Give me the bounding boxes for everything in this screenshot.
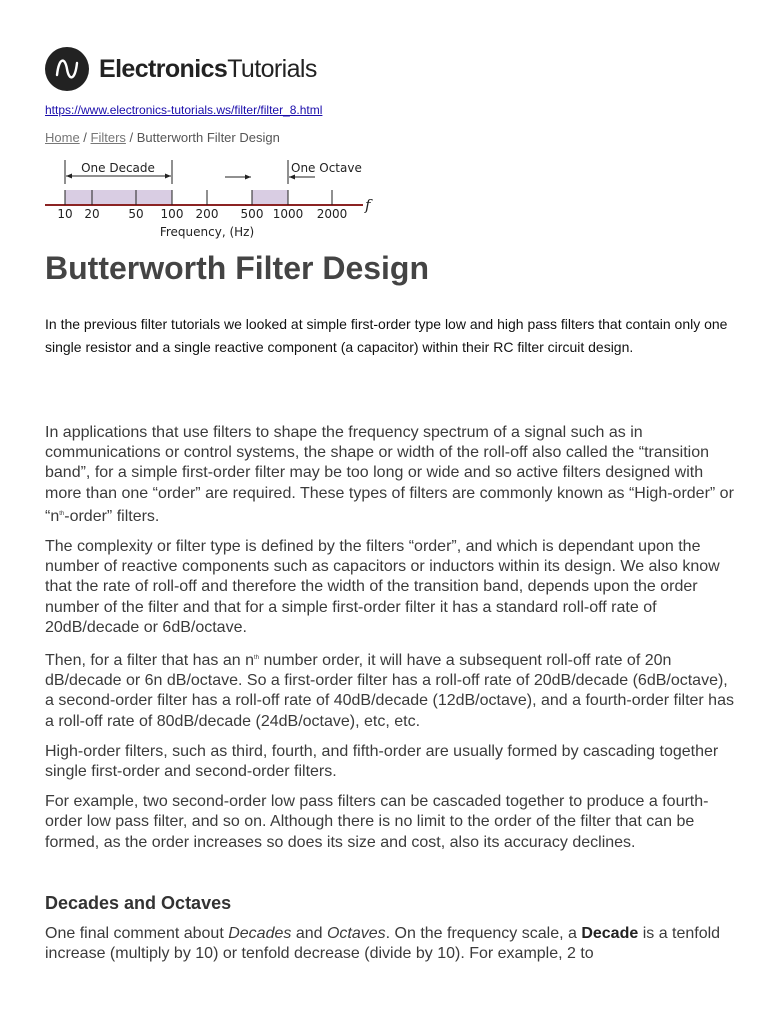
paragraph-6-text-a: One final comment about (45, 925, 229, 942)
tick-label: 2000 (316, 207, 348, 221)
logo-text-light: Tutorials (227, 54, 317, 83)
octave-band (252, 190, 288, 204)
paragraph-1-text-a: In applications that use filters to shape the frequency spectrum of a signal such as in communications or control systems, the shape or width of the roll-off also called the “transition band”, for a simple first-order filter may be too long or wide and so active filters designed with more than one “order” are required. These types of filters are commonly known as “High-order” or “n (45, 424, 734, 525)
tick-label: 100 (160, 207, 184, 221)
breadcrumb-home-link[interactable]: Home (45, 130, 80, 145)
intro-paragraph: In the previous filter tutorials we looked at simple first-order type low and high pass filters that contain only one single resistor and a single reactive component (a capacitor) within their RC filter circuit design. (45, 316, 728, 355)
section-heading-decades-octaves: Decades and Octaves (45, 893, 232, 913)
strong-decade: Decade (581, 925, 639, 942)
tick-label: 10 (57, 207, 73, 221)
tick-label: 50 (128, 207, 144, 221)
paragraph-4: High-order filters, such as third, fourth, and fifth-order are usually formed by cascading together single first-order and second-order filters. (45, 742, 719, 781)
decade-arrow-right-head (165, 174, 171, 179)
tick-label: 500 (240, 207, 264, 221)
breadcrumb-separator: / (125, 130, 137, 145)
paragraph-3-text-a: Then, for a filter that has an n (45, 652, 255, 670)
breadcrumb (45, 130, 280, 145)
paragraph-3 (45, 648, 735, 732)
emphasis-decades: Decades (228, 925, 292, 942)
breadcrumb-current: Butterworth Filter Design (136, 130, 280, 145)
superscript-th: th (254, 655, 260, 662)
breadcrumb-filters-link[interactable]: Filters (90, 130, 126, 145)
emphasis-octaves: Octaves (326, 925, 386, 942)
paragraph-2: The complexity or filter type is defined by the filters “order”, and which is dependant upon the number of reactive components such as capacitors or inductors within its design. We also know that the rate of roll-off and therefore the width of the transition band, depends upon the order number of the filter and that for a simple first-order filter it has a standard roll-off rate of 20dB/decade or 6dB/octave. (45, 538, 720, 636)
decade-arrow-left-head (66, 174, 72, 179)
paragraph-5: For example, two second-order low pass filters can be cascaded together to produce a fourth-order low pass filter, and so on. Although there is no limit to the order of the filter that can be formed, as the order increases so does its size and cost, also its accuracy declines. (45, 793, 709, 851)
tick-label: 1000 (272, 207, 304, 221)
octave-label: One Octave (291, 161, 362, 175)
paragraph-3-text-b: number order, it will have a subsequent roll-off rate of 20n dB/decade or 6n dB/octave. So a first-order filter has a roll-off rate of 20dB/decade (6dB/octave), a second-order filter has a roll-off rate of 40dB/decade (12dB/octave), and a fourth-order filter has a roll-off rate of 80dB/decade (24dB/octave), etc, etc. (45, 652, 734, 730)
page-url-link[interactable]: https://www.electronics-tutorials.ws/filter/filter_8.html (45, 103, 323, 117)
paragraph-6-text-b: and (291, 925, 327, 942)
decade-label: One Decade (81, 161, 155, 175)
article-body (45, 423, 735, 863)
page-title: Butterworth Filter Design (45, 250, 430, 286)
tick-labels (57, 207, 347, 221)
decade-band (65, 190, 172, 204)
paragraph-6-text-c: . On the frequency scale, a (385, 925, 582, 942)
paragraph-1-text-b: -order” filters. (64, 507, 160, 525)
frequency-symbol: f (365, 196, 371, 214)
axis-label: Frequency, (Hz) (159, 225, 255, 239)
paragraph-6-text-d: is a tenfold increase (multiply by 10) or tenfold decrease (divide by 10). For example, 2 to (45, 925, 721, 963)
tick-label: 20 (84, 207, 100, 221)
site-logo[interactable] (45, 46, 317, 92)
breadcrumb-separator: / (79, 130, 91, 145)
paragraph-6 (45, 924, 735, 964)
frequency-scale-diagram (45, 154, 385, 244)
superscript-th: th (59, 510, 65, 517)
tick-label: 200 (195, 207, 219, 221)
paragraph-1 (45, 423, 735, 527)
octave-right-arrow-head (289, 175, 295, 180)
logo-text-bold: Electronics (99, 54, 228, 83)
octave-left-arrow-head (245, 175, 251, 180)
logo-text (99, 55, 317, 84)
sine-wave-logo-icon (45, 47, 89, 91)
